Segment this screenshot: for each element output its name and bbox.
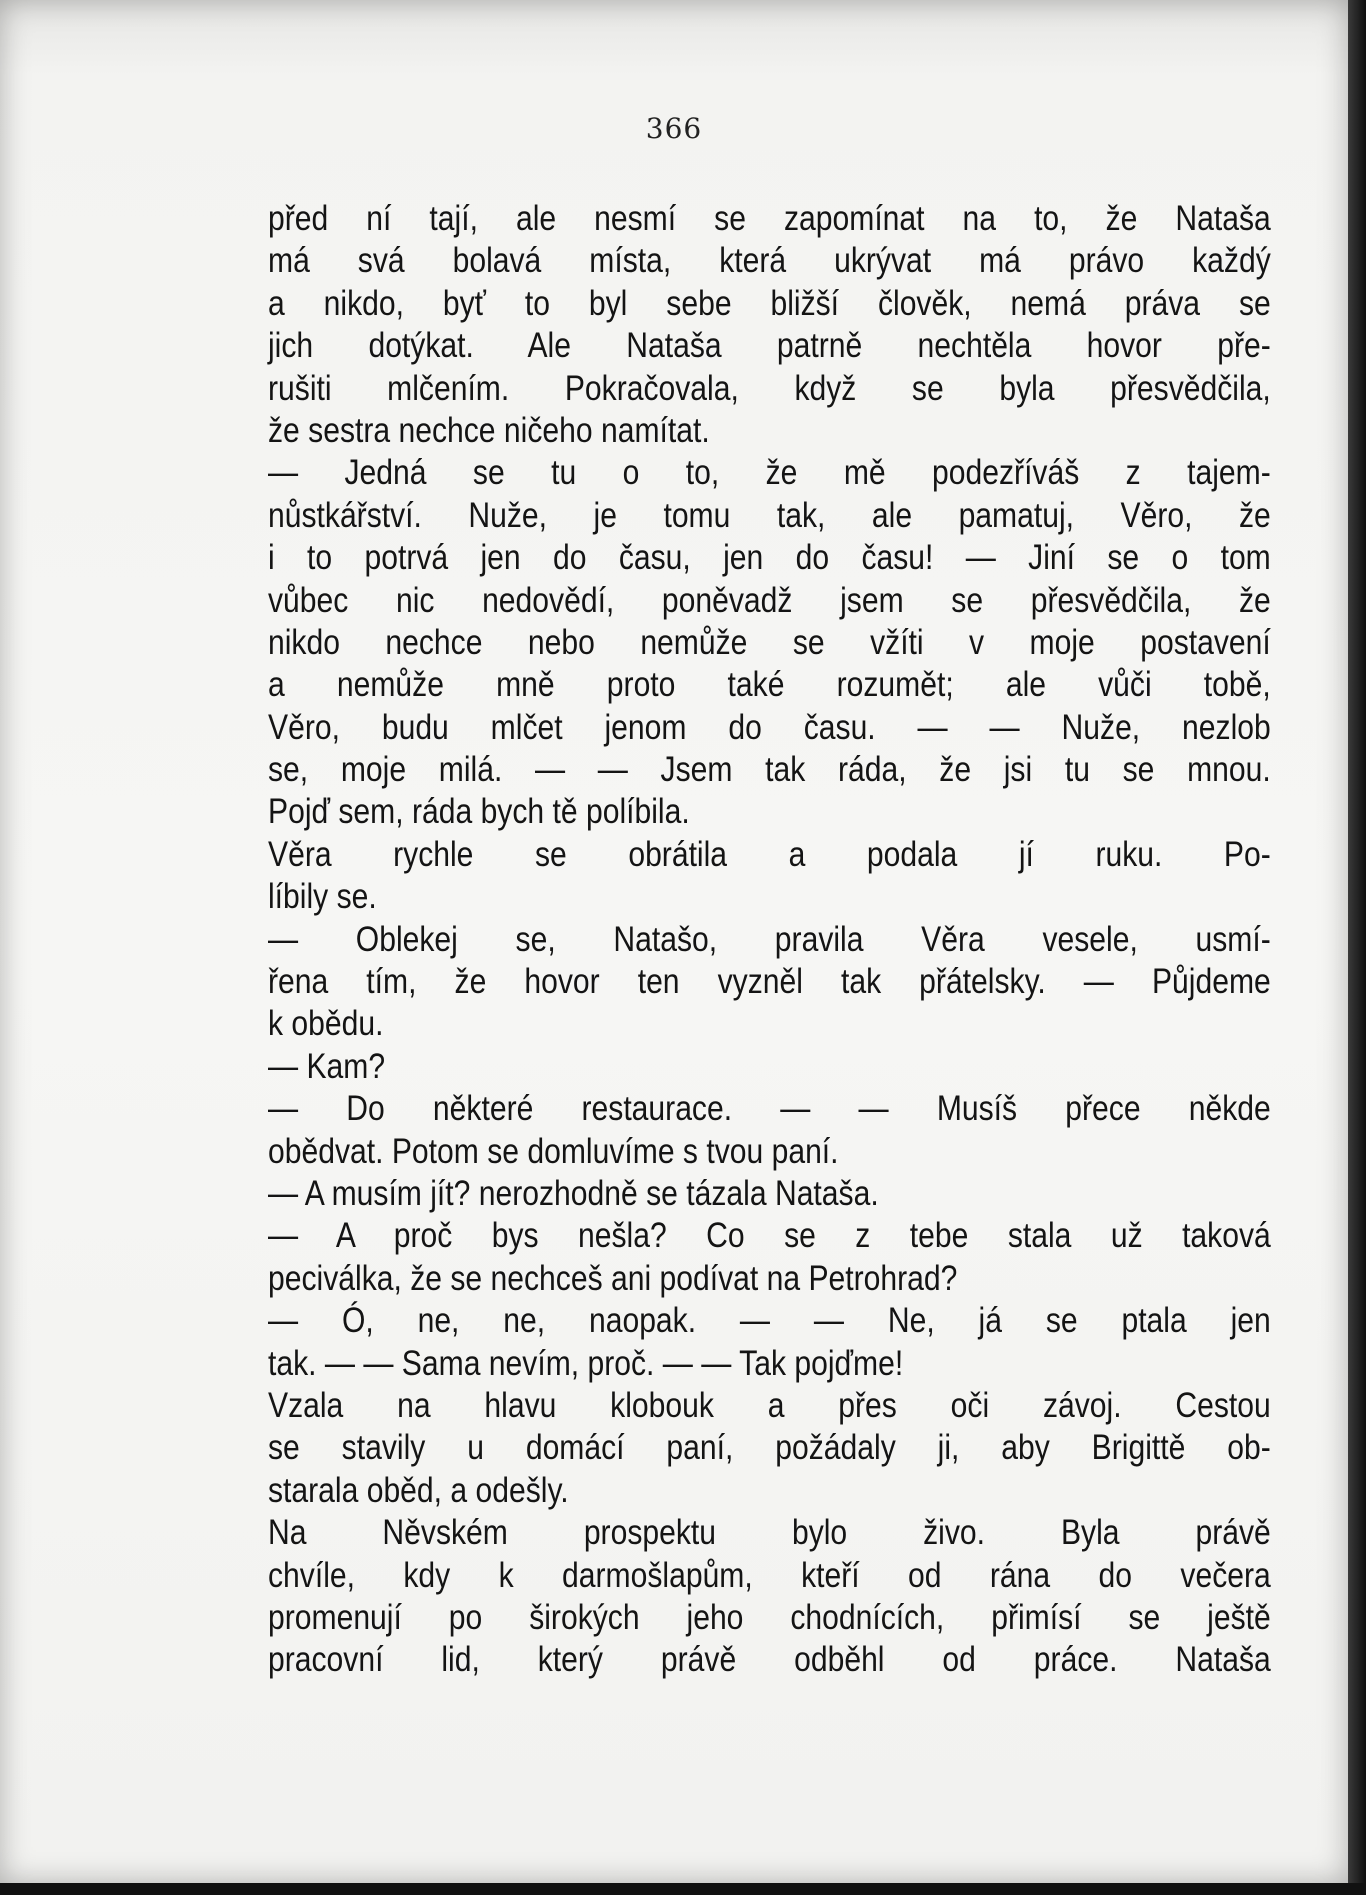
text-line: Věro, budu mlčet jenom do času. — — Nuže, nezlob	[268, 707, 1271, 747]
text-line: Pojď sem, ráda bych tě políbila.	[268, 792, 690, 832]
text-line: — Ó, ne, ne, naopak. — — Ne, já se ptala jen	[268, 1301, 1271, 1341]
text-line: Na Něvském prospektu bylo živo. Byla právě	[268, 1513, 1271, 1553]
text-line: tak. — — Sama nevím, proč. — — Tak pojďme!	[268, 1343, 904, 1383]
text-line: a nemůže mně proto také rozumět; ale vůči tobě,	[268, 665, 1271, 705]
text-line: a nikdo, byť to byl sebe bližší člověk, nemá práva se	[268, 283, 1271, 323]
scan-edge-right	[1348, 0, 1366, 1895]
text-line: se, moje milá. — — Jsem tak ráda, že jsi tu se mnou.	[268, 750, 1271, 790]
text-line: obědvat. Potom se domluvíme s tvou paní.	[268, 1131, 839, 1171]
text-line: že sestra nechce ničeho namítat.	[268, 410, 710, 450]
text-line: líbily se.	[268, 877, 377, 917]
text-line: chvíle, kdy k darmošlapům, kteří od rána do večera	[268, 1555, 1271, 1595]
text-line: — Jedná se tu o to, že mě podezříváš z tajem-	[268, 453, 1271, 493]
text-line: — A proč bys nešla? Co se z tebe stala už taková	[268, 1216, 1271, 1256]
scan-edge-bottom	[0, 1883, 1366, 1895]
text-line: — A musím jít? nerozhodně se tázala Nataša.	[268, 1173, 879, 1213]
text-line: promenují po širokých jeho chodnících, přimísí se ještě	[268, 1597, 1271, 1637]
text-line: jich dotýkat. Ale Nataša patrně nechtěla hovor pře-	[268, 326, 1271, 366]
text-line: peciválka, že se nechceš ani podívat na Petrohrad?	[268, 1258, 958, 1298]
text-line: má svá bolavá místa, která ukrývat má právo každý	[268, 241, 1271, 281]
text-line: se stavily u domácí paní, požádaly ji, aby Brigittě ob-	[268, 1428, 1271, 1468]
text-line: — Oblekej se, Natašo, pravila Věra vesele, usmí-	[268, 919, 1271, 959]
text-line: nůstkářství. Nuže, je tomu tak, ale pamatuj, Věro, že	[268, 495, 1271, 535]
text-line: — Kam?	[268, 1046, 386, 1086]
text-line: vůbec nic nedovědí, poněvadž jsem se přesvědčila, že	[268, 580, 1271, 620]
text-line: nikdo nechce nebo nemůže se vžíti v moje postavení	[268, 622, 1271, 662]
text-line: rušiti mlčením. Pokračovala, když se byla přesvědčila,	[268, 368, 1271, 408]
text-line: pracovní lid, který právě odběhl od práce. Nataša	[268, 1640, 1271, 1680]
text-line: Věra rychle se obrátila a podala jí ruku. Po-	[268, 834, 1271, 874]
text-line: před ní tají, ale nesmí se zapomínat na to, že Nataša	[268, 199, 1271, 238]
page-text-body	[268, 198, 1271, 1682]
page-number: 366	[645, 112, 703, 145]
text-line: starala oběd, a odešly.	[268, 1470, 569, 1510]
text-line: Vzala na hlavu klobouk a přes oči závoj. Cestou	[268, 1385, 1271, 1425]
text-line: — Do některé restaurace. — — Musíš přece někde	[268, 1089, 1271, 1129]
text-line: řena tím, že hovor ten vyzněl tak přátelsky. — Půjdeme	[268, 962, 1271, 1002]
text-line: i to potrvá jen do času, jen do času! — Jiní se o tom	[268, 538, 1271, 578]
text-line: k obědu.	[268, 1004, 384, 1044]
